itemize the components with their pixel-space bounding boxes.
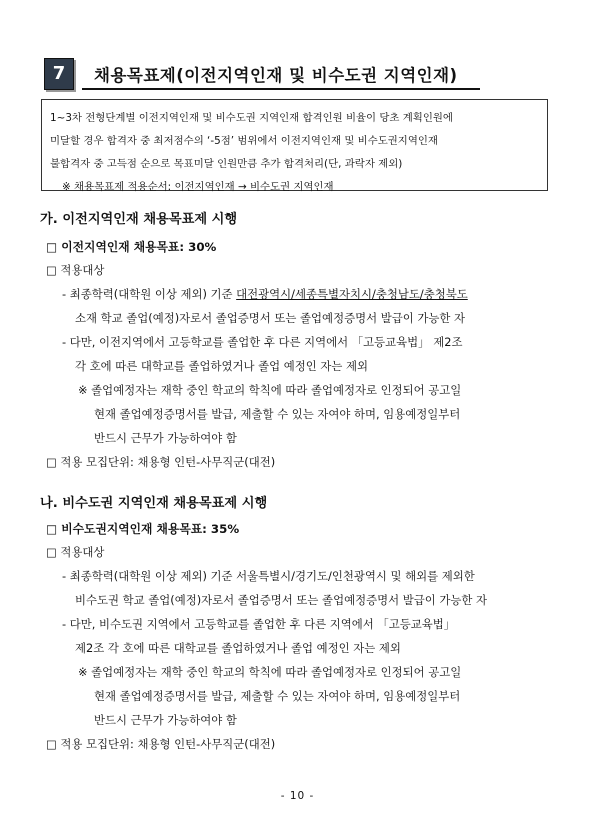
section-title: 채용목표제(이전지역인재 및 비수도권 지역인재) xyxy=(94,66,458,85)
part-b-item-1-cont: 비수도권 학교 졸업(예정)자로서 졸업증명서 또는 졸업예정증명서 발급이 가능한 자 xyxy=(75,593,487,607)
notice-line-3: 불합격자 중 고득점 순으로 목표미달 인원만큼 추가 합격처리(단, 과락자 제외) xyxy=(50,158,403,170)
part-a-note-3: 반드시 근무가 가능하여야 함 xyxy=(94,431,237,445)
part-a-target: □ 이전지역인재 채용목표: 30% xyxy=(46,240,217,254)
section-number: 7 xyxy=(44,58,74,90)
part-a-heading: 가. 이전지역인재 채용목표제 시행 xyxy=(40,212,238,227)
part-b-scope-label: □ 적용대상 xyxy=(46,545,105,559)
notice-line-2: 미달할 경우 합격자 중 최저점수의 ‘-5점’ 범위에서 이전지역인재 및 비수도권지역인재 xyxy=(50,135,438,147)
notice-line-4: ※ 채용목표제 적용순서: 이전지역인재 → 비수도권 지역인재 xyxy=(62,181,334,193)
part-b-note-2: 현재 졸업예정증명서를 발급, 제출할 수 있는 자여야 하며, 임용예정일부터 xyxy=(94,689,461,703)
part-b-unit: □ 적용 모집단위: 채용형 인턴-사무직군(대전) xyxy=(46,737,276,751)
part-a-unit: □ 적용 모집단위: 채용형 인턴-사무직군(대전) xyxy=(46,455,276,469)
title-underline xyxy=(82,88,480,90)
notice-line-1: 1~3차 전형단계별 이전지역인재 및 비수도권 지역인재 합격인원 비율이 당초 계획인원에 xyxy=(50,112,453,124)
part-a-item-2-cont: 각 호에 따른 대학교를 졸업하였거나 졸업 예정인 자는 제외 xyxy=(75,359,369,373)
part-a-item-1-cont: 소재 학교 졸업(예정)자로서 졸업증명서 또는 졸업예정증명서 발급이 가능한 자 xyxy=(75,311,465,325)
part-a-item-2: - 다만, 이전지역에서 고등학교를 졸업한 후 다른 지역에서 「고등교육법」 제2조 xyxy=(62,335,463,349)
page-number: - 10 - xyxy=(280,790,315,802)
part-a-note-1: ※ 졸업예정자는 재학 중인 학교의 학칙에 따라 졸업예정자로 인정되어 공고일 xyxy=(78,383,462,397)
part-a-item-1 xyxy=(62,286,468,302)
part-b-item-1: - 최종학력(대학원 이상 제외) 기준 서울특별시/경기도/인천광역시 및 해외를 제외한 xyxy=(62,569,475,583)
part-b-target: □ 비수도권지역인재 채용목표: 35% xyxy=(46,522,240,536)
notice-box xyxy=(41,99,548,191)
part-a-scope-label: □ 적용대상 xyxy=(46,263,105,277)
part-a-item-1-prefix: - 최종학력(대학원 이상 제외) 기준 xyxy=(62,287,237,301)
section-header xyxy=(42,56,480,92)
part-b-item-2: - 다만, 비수도권 지역에서 고등학교를 졸업한 후 다른 지역에서 「고등교육법」 xyxy=(62,617,456,631)
part-b-note-3: 반드시 근무가 가능하여야 함 xyxy=(94,713,237,727)
part-a-note-2: 현재 졸업예정증명서를 발급, 제출할 수 있는 자여야 하며, 임용예정일부터 xyxy=(94,407,461,421)
part-b-heading: 나. 비수도권 지역인재 채용목표제 시행 xyxy=(40,496,268,511)
part-b-note-1: ※ 졸업예정자는 재학 중인 학교의 학칙에 따라 졸업예정자로 인정되어 공고일 xyxy=(78,665,462,679)
part-b-item-2-cont: 제2조 각 호에 따른 대학교를 졸업하였거나 졸업 예정인 자는 제외 xyxy=(75,641,401,655)
part-a-region-list: 대전광역시/세종특별자치시/충청남도/충청북도 xyxy=(236,287,468,301)
